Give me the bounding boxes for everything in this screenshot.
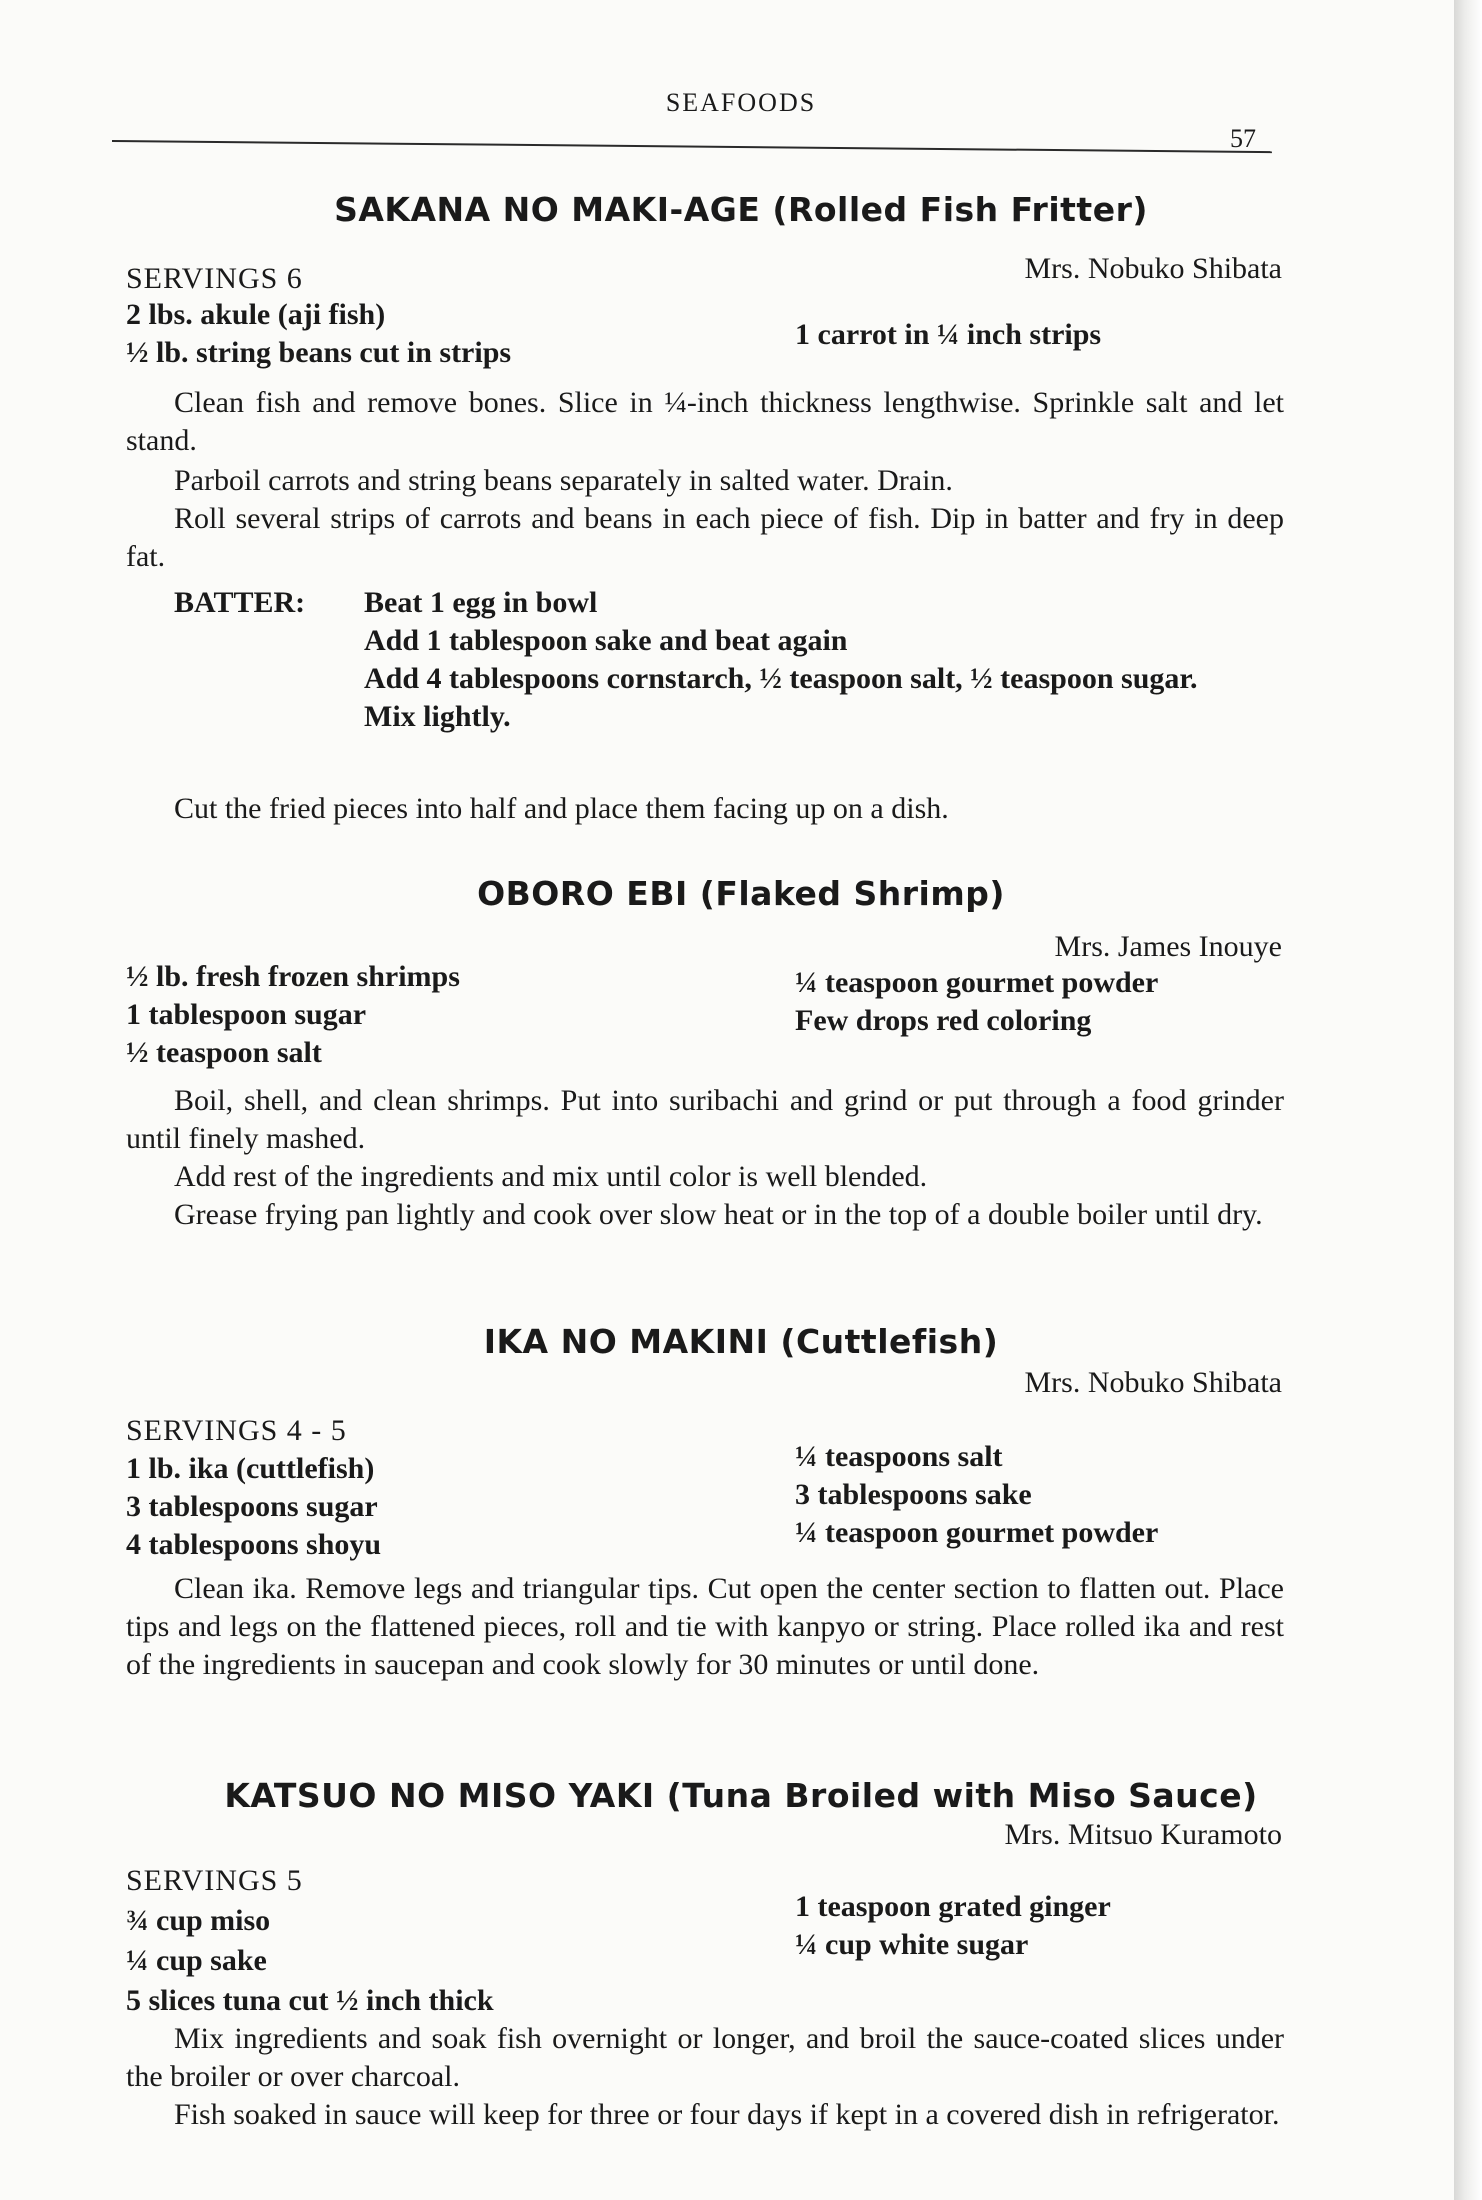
batter-step: Beat 1 egg in bowl: [364, 586, 598, 619]
recipe-title: OBORO EBI (Flaked Shrimp): [477, 874, 1005, 913]
ingredient: 1 tablespoon sugar: [126, 998, 367, 1031]
ingredient: 1 teaspoon grated ginger: [795, 1890, 1111, 1923]
ingredient: 3 tablespoons sugar: [126, 1490, 378, 1523]
recipe-title: KATSUO NO MISO YAKI (Tuna Broiled with Miso Sauce): [224, 1776, 1258, 1815]
method-paragraph: Add rest of the ingredients and mix until color is well blended.: [174, 1160, 928, 1193]
recipe-author: Mrs. James Inouye: [1054, 930, 1282, 963]
ingredient: Few drops red coloring: [795, 1004, 1092, 1037]
method-paragraph: Mix ingredients and soak fish overnight or longer, and broil the sauce-coated slices under the broiler or over charcoal.: [126, 2022, 1284, 2093]
recipe-servings: SERVINGS 6: [126, 262, 303, 295]
method-paragraph: Boil, shell, and clean shrimps. Put into suribachi and grind or put through a food grinder until finely mashed.: [126, 1084, 1284, 1155]
ingredient: 1 lb. ika (cuttlefish): [126, 1452, 375, 1485]
ingredient: 4 tablespoons shoyu: [126, 1528, 382, 1561]
running-head: SEAFOODS: [665, 88, 817, 117]
ingredient: ¼ teaspoon gourmet powder: [795, 1516, 1159, 1549]
method-paragraph: Fish soaked in sauce will keep for three or four days if kept in a covered dish in refrigerator.: [174, 2098, 1280, 2131]
recipe-servings: SERVINGS 5: [126, 1864, 303, 1897]
batter-step: Add 4 tablespoons cornstarch, ½ teaspoon salt, ½ teaspoon sugar.: [364, 662, 1198, 695]
ingredient: ¼ teaspoon gourmet powder: [795, 966, 1159, 999]
batter-step: Add 1 tablespoon sake and beat again: [364, 624, 848, 657]
recipe-title: IKA NO MAKINI (Cuttlefish): [483, 1322, 999, 1361]
method-paragraph: Clean ika. Remove legs and triangular tips. Cut open the center section to flatten out. Place tips and legs on the flattened pieces, roll and tie with kanpyo or string. Place rolled ika and rest of the ingredients in saucepan and cook slowly for 30 minutes or until done.: [126, 1572, 1284, 1681]
batter-steps: [364, 584, 1284, 736]
ingredient: 3 tablespoons sake: [795, 1478, 1032, 1511]
ingredient: ¼ teaspoons salt: [795, 1440, 1003, 1473]
header-rule: [112, 140, 1272, 153]
method-paragraph: Grease frying pan lightly and cook over slow heat or in the top of a double boiler until dry.: [174, 1198, 1263, 1231]
ingredient: ¼ cup white sugar: [795, 1928, 1029, 1961]
method-paragraph: Cut the fried pieces into half and place them facing up on a dish.: [174, 792, 949, 825]
recipe-servings: SERVINGS 4 - 5: [126, 1414, 347, 1447]
batter-step: Mix lightly.: [364, 700, 511, 733]
recipe-title: SAKANA NO MAKI-AGE (Rolled Fish Fritter): [334, 190, 1148, 229]
method-paragraph: Clean fish and remove bones. Slice in ¼-inch thickness lengthwise. Sprinkle salt and let stand.: [126, 386, 1284, 457]
ingredient: ½ lb. string beans cut in strips: [126, 336, 512, 369]
ingredient: ¼ cup sake: [126, 1944, 267, 1977]
page-number: 57: [1230, 124, 1256, 153]
recipe-author: Mrs. Mitsuo Kuramoto: [1004, 1818, 1282, 1851]
recipe-author: Mrs. Nobuko Shibata: [1024, 252, 1282, 285]
ingredient: 2 lbs. akule (aji fish): [126, 298, 386, 331]
recipe-author: Mrs. Nobuko Shibata: [1024, 1366, 1282, 1399]
method-paragraph: Roll several strips of carrots and beans in each piece of fish. Dip in batter and fry in deep fat.: [126, 502, 1284, 573]
ingredient: 1 carrot in ¼ inch strips: [795, 318, 1102, 351]
batter-label: BATTER:: [174, 586, 306, 619]
ingredient: ½ teaspoon salt: [126, 1036, 322, 1069]
ingredient: ¾ cup miso: [126, 1904, 271, 1937]
ingredient: 5 slices tuna cut ½ inch thick: [126, 1984, 494, 2017]
page-edge-shadow: [1454, 0, 1482, 2200]
method-paragraph: Parboil carrots and string beans separately in salted water. Drain.: [174, 464, 953, 497]
ingredient: ½ lb. fresh frozen shrimps: [126, 960, 460, 993]
